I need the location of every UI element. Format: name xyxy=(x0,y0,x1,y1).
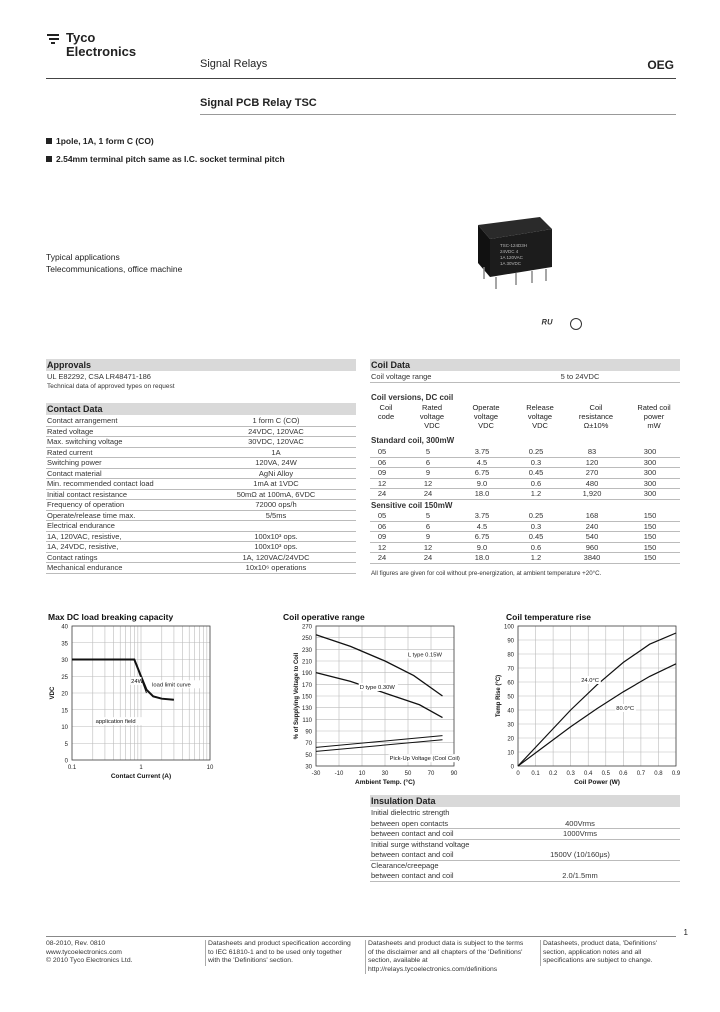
contact-data-title: Contact Data xyxy=(46,403,356,415)
coil-cell: 300 xyxy=(643,489,657,498)
x-tick-label: 10 xyxy=(358,771,366,777)
operative-range-chart xyxy=(278,622,468,788)
ul-cert-icon: ᴿᵁ xyxy=(541,318,553,330)
contact-data-key: Frequency of operation xyxy=(47,500,125,509)
footer-col-1: 08-2010, Rev. 0810 www.tycoelectronics.com © 2010 Tyco Electronics Ltd. xyxy=(46,940,133,964)
insulation-value: 400Vrms xyxy=(565,818,595,828)
insulation-key: between contact and coil xyxy=(371,829,454,838)
contact-data-row xyxy=(46,448,356,457)
coil-cell: 0.25 xyxy=(528,511,544,520)
chart-annotation: 80.0°C xyxy=(616,706,635,712)
x-tick-label: 0.2 xyxy=(548,771,558,777)
coil-cell: 240 xyxy=(585,521,599,531)
y-tick-label: 10 xyxy=(507,750,514,757)
coil-cell: 18.0 xyxy=(474,553,490,562)
contact-data-value: 100x10³ ops. xyxy=(254,531,298,541)
coil-cell: 4.5 xyxy=(476,521,488,531)
coil-cell: 83 xyxy=(587,447,597,456)
coil-cell: 9.0 xyxy=(476,478,488,488)
coil-cell: 24 xyxy=(423,489,433,498)
x-axis-label: Contact Current (A) xyxy=(110,773,172,780)
y-tick-label: 10 xyxy=(61,725,68,731)
footer-rule xyxy=(46,936,676,937)
coil-cell: 09 xyxy=(377,532,387,541)
brand-label: OEG xyxy=(647,58,674,72)
y-tick-label: 35 xyxy=(61,641,68,648)
y-tick-label: 30 xyxy=(305,764,312,771)
coil-cell: 6 xyxy=(425,457,431,467)
coil-cell: 06 xyxy=(377,521,387,531)
coil-cell: 0.45 xyxy=(528,532,544,541)
insulation-section xyxy=(370,795,680,885)
logo-line2: Electronics xyxy=(66,44,137,59)
coil-cell: 168 xyxy=(585,511,599,520)
standard-coil-row xyxy=(370,458,680,467)
coil-cell: 3.75 xyxy=(474,447,490,456)
y-tick-label: 15 xyxy=(61,708,68,715)
contact-data-key: Min. recommended contact load xyxy=(47,479,154,488)
x-axis-label: Ambient Temp. (°C) xyxy=(355,779,415,786)
standard-coil-row xyxy=(370,468,680,477)
sensitive-coil-row xyxy=(370,522,680,531)
x-tick-label: -10 xyxy=(334,771,344,777)
coil-cell: 300 xyxy=(643,447,657,456)
category-label: Signal Relays xyxy=(200,58,268,70)
sensitive-coil-row xyxy=(370,543,680,552)
coil-cell: 9.0 xyxy=(476,542,488,552)
sensitive-coil-row xyxy=(370,532,680,541)
y-tick-label: 5 xyxy=(64,741,68,748)
sensitive-coil-row xyxy=(370,511,680,520)
coil-cell: 960 xyxy=(585,542,599,552)
contact-data-key: Contact arrangement xyxy=(47,416,118,425)
y-tick-label: 70 xyxy=(507,666,514,673)
coil-cell: 06 xyxy=(377,457,387,467)
contact-data-key: Contact material xyxy=(47,468,102,478)
coil-cell: 05 xyxy=(377,511,387,520)
y-tick-label: 150 xyxy=(301,694,312,701)
y-tick-label: 60 xyxy=(507,680,514,687)
contact-data-row xyxy=(46,469,356,478)
contact-data-row xyxy=(46,416,356,425)
contact-data-value: 1 form C (CO) xyxy=(252,416,300,425)
sensitive-coil-row xyxy=(370,553,680,562)
y-axis-label: VDC xyxy=(50,686,56,700)
standard-coil-row xyxy=(370,447,680,456)
coil-cell: 1.2 xyxy=(530,489,542,498)
insulation-key: between contact and coil xyxy=(371,850,454,859)
y-tick-label: 0 xyxy=(510,764,514,771)
standard-coil-row xyxy=(370,489,680,498)
contact-data-value: 1mA at 1VDC xyxy=(253,479,299,488)
coil-cell: 5 xyxy=(425,447,431,456)
x-tick-label: 50 xyxy=(404,771,412,777)
coil-cell: 540 xyxy=(585,532,599,541)
contact-data-value: 50mΩ at 100mA, 6VDC xyxy=(236,489,316,499)
page-number: 1 xyxy=(683,928,688,937)
contact-data-row xyxy=(46,553,356,562)
x-tick-label: 1 xyxy=(139,765,143,771)
contact-data-value: 72000 ops/h xyxy=(255,500,297,509)
insulation-key: Initial surge withstand voltage xyxy=(371,839,470,849)
coil-cell: 3840 xyxy=(583,553,601,562)
chart-annotation: 24.0°C xyxy=(581,678,599,684)
chart-annotation: Pick-Up Voltage (Cool Coil) xyxy=(389,756,460,763)
coil-header-cell: Rated coil power mW xyxy=(637,403,671,430)
coil-cell: 0.45 xyxy=(528,468,544,477)
contact-data-key: Max. switching voltage xyxy=(47,437,123,446)
y-tick-label: 50 xyxy=(305,752,312,759)
chart-title-breaking-capacity: Max DC load breaking capacity xyxy=(48,612,174,622)
contact-data-key: Initial contact resistance xyxy=(47,489,128,499)
chart-annotation: D type 0.30W xyxy=(359,685,395,691)
coil-cell: 150 xyxy=(643,521,657,531)
contact-data-key: Operate/release time max. xyxy=(47,510,136,520)
series-line xyxy=(72,660,174,700)
insulation-key: between contact and coil xyxy=(371,871,454,880)
coil-table-header xyxy=(370,403,680,433)
y-tick-label: 190 xyxy=(301,671,312,678)
coil-cell: 24 xyxy=(377,489,387,498)
contact-data-value: 10x10⁶ operations xyxy=(245,563,307,572)
contact-data-key: 1A, 24VDC, resistive, xyxy=(47,542,119,551)
insulation-row xyxy=(370,871,680,880)
coil-cell: 150 xyxy=(643,553,657,562)
applications-text: Telecommunications, office machine xyxy=(46,264,183,274)
insulation-key: Initial dielectric strength xyxy=(371,808,450,817)
contact-data-row xyxy=(46,458,356,467)
footer-col-3: Datasheets and product data is subject to the terms of the disclaimer and all chapters of the 'Definitions' section, available at http://relays.tycoelectronics.com/definitions xyxy=(365,940,528,974)
y-axis-label: % of Supplying Voltage to Coil xyxy=(294,652,300,740)
x-tick-label: 0.4 xyxy=(584,771,593,777)
coil-cell: 9 xyxy=(425,532,431,541)
bullet-icon xyxy=(46,138,52,144)
x-tick-label: 0.5 xyxy=(601,771,610,777)
coil-cell: 12 xyxy=(377,542,387,552)
coil-cell: 300 xyxy=(643,478,657,488)
approvals-title: Approvals xyxy=(46,359,356,371)
sensitive-coil-title: Sensitive coil 150mW xyxy=(371,501,453,510)
left-spec-column xyxy=(46,359,356,581)
contact-data-row xyxy=(46,532,356,541)
y-tick-label: 230 xyxy=(301,647,312,654)
insulation-value: 1000Vrms xyxy=(563,829,597,838)
feature-item: 1pole, 1A, 1 form C (CO) xyxy=(46,136,285,148)
contact-data-key: Mechanical endurance xyxy=(47,563,123,572)
contact-data-key: Electrical endurance xyxy=(47,521,115,530)
logo xyxy=(46,30,156,70)
standard-coil-title: Standard coil, 300mW xyxy=(371,436,455,445)
y-tick-label: 20 xyxy=(507,736,514,743)
coil-cell: 3.75 xyxy=(474,511,490,520)
insulation-row xyxy=(370,861,680,870)
coil-cell: 6.75 xyxy=(474,468,490,477)
contact-data-value: 30VDC, 120VAC xyxy=(248,437,304,446)
coil-cell: 6.75 xyxy=(474,532,490,541)
coil-data-title: Coil Data xyxy=(370,359,680,371)
x-tick-label: 10 xyxy=(206,765,214,771)
coil-cell: 300 xyxy=(643,468,657,477)
coil-note: All figures are given for coil without pre-energization, at ambient temperature +20°C. xyxy=(371,570,602,577)
coil-header-cell: Release voltage VDC xyxy=(526,403,554,430)
coil-cell: 0.25 xyxy=(528,447,544,456)
coil-cell: 0.3 xyxy=(530,457,542,467)
contact-data-row xyxy=(46,437,356,446)
feature-list xyxy=(46,136,285,166)
contact-data-key: 1A, 120VAC, resistive, xyxy=(47,531,122,541)
coil-cell: 270 xyxy=(585,468,599,477)
coil-cell: 24 xyxy=(377,553,387,562)
x-tick-label: 0.3 xyxy=(566,771,575,777)
coil-cell: 1.2 xyxy=(530,553,542,562)
chart-annotation: load limit curve xyxy=(152,682,191,689)
x-tick-label: 0 xyxy=(516,771,520,777)
y-tick-label: 80 xyxy=(507,652,514,659)
y-tick-label: 100 xyxy=(503,624,514,631)
x-axis-label: Coil Power (W) xyxy=(574,779,620,786)
contact-data-value: 100x10³ ops. xyxy=(254,542,298,551)
title-rule xyxy=(200,114,676,115)
header-rule xyxy=(46,78,676,79)
y-tick-label: 170 xyxy=(301,682,312,689)
contact-data-value: 5/5ms xyxy=(265,510,287,520)
insulation-title: Insulation Data xyxy=(370,795,680,807)
coil-cell: 5 xyxy=(425,511,431,520)
y-tick-label: 210 xyxy=(301,659,312,666)
page-title: Signal PCB Relay TSC xyxy=(200,97,317,109)
coil-cell: 150 xyxy=(643,511,657,520)
contact-data-key: Contact ratings xyxy=(47,552,98,562)
insulation-row xyxy=(370,850,680,859)
x-tick-label: 0.8 xyxy=(654,771,663,777)
applications-label: Typical applications xyxy=(46,252,120,262)
standard-coil-row xyxy=(370,479,680,488)
contact-data-row xyxy=(46,511,356,520)
contact-data-row xyxy=(46,542,356,551)
coil-cell: 4.5 xyxy=(476,457,488,467)
x-tick-label: 0.1 xyxy=(531,771,540,777)
contact-data-row xyxy=(46,479,356,488)
tyco-logo-icon xyxy=(46,33,62,49)
insulation-row xyxy=(370,829,680,838)
feature-item: 2.54mm terminal pitch same as I.C. socket terminal pitch xyxy=(46,154,285,166)
y-tick-label: 20 xyxy=(61,691,68,698)
x-tick-label: 70 xyxy=(427,771,435,777)
coil-cell: 09 xyxy=(377,468,387,477)
coil-data-column xyxy=(370,359,680,581)
series-line xyxy=(518,633,676,766)
coil-cell: 6 xyxy=(425,521,431,531)
insulation-value: 2.0/1.5mm xyxy=(562,871,598,880)
coil-header-cell: Coil code xyxy=(377,403,395,421)
contact-data-row xyxy=(46,521,356,530)
coil-cell: 12 xyxy=(377,478,387,488)
coil-cell: 150 xyxy=(643,532,657,541)
coil-cell: 9 xyxy=(425,468,431,477)
coil-cell: 300 xyxy=(643,457,657,467)
chart-annotation: 24W xyxy=(131,678,144,685)
approvals-note: Technical data of approved types on request xyxy=(47,383,175,390)
insulation-key: between open contacts xyxy=(371,818,449,828)
coil-cell: 12 xyxy=(423,542,433,552)
coil-cell: 120 xyxy=(585,457,599,467)
logo-line1: Tyco xyxy=(66,30,96,45)
coil-cell: 1,920 xyxy=(582,489,602,498)
x-tick-label: 0.7 xyxy=(636,771,646,777)
contact-data-value: 1A xyxy=(271,447,281,457)
y-tick-label: 40 xyxy=(61,624,68,631)
coil-versions-title: Coil versions, DC coil xyxy=(371,393,454,402)
contact-data-value: AgNi Alloy xyxy=(258,468,294,478)
coil-cell: 12 xyxy=(423,478,433,488)
y-tick-label: 250 xyxy=(301,636,312,643)
approvals-line: UL E82292, CSA LR48471-186 xyxy=(47,372,151,381)
y-tick-label: 40 xyxy=(507,708,514,715)
contact-data-row xyxy=(46,563,356,572)
y-tick-label: 30 xyxy=(507,722,514,729)
footer-col-4: Datasheets, product data, 'Definitions' section, application notes and all specifications are subject to change. xyxy=(540,940,673,966)
contact-data-value: 1A, 120VAC/24VDC xyxy=(242,552,310,562)
contact-data-row xyxy=(46,490,356,499)
x-tick-label: -30 xyxy=(311,771,321,777)
insulation-row xyxy=(370,819,680,828)
x-tick-label: 0.9 xyxy=(671,771,681,777)
breaking-capacity-chart xyxy=(38,622,228,788)
coil-cell: 0.6 xyxy=(530,542,542,552)
y-tick-label: 90 xyxy=(305,729,312,736)
y-tick-label: 50 xyxy=(507,694,514,701)
x-tick-label: 0.6 xyxy=(619,771,628,777)
relay-marking-line: 24VDC 4 xyxy=(500,249,519,254)
footer-col-2: Datasheets and product specification according to IEC 61810-1 and to be used only together with the 'Definitions' section. xyxy=(205,940,353,966)
insulation-row xyxy=(370,840,680,849)
coil-cell: 18.0 xyxy=(474,489,490,498)
relay-product-image xyxy=(470,195,570,295)
chart-title-temperature-rise: Coil temperature rise xyxy=(506,612,592,622)
insulation-value: 1500V (10/160μs) xyxy=(550,850,610,859)
x-tick-label: 30 xyxy=(381,771,389,777)
contact-data-row xyxy=(46,427,356,436)
coil-cell: 05 xyxy=(377,447,387,456)
coil-header-cell: Operate voltage VDC xyxy=(472,403,500,430)
coil-cell: 0.3 xyxy=(530,521,542,531)
coil-cell: 24 xyxy=(423,553,433,562)
x-tick-label: 90 xyxy=(450,771,458,777)
y-tick-label: 90 xyxy=(507,638,514,645)
coil-cell: 480 xyxy=(585,478,599,488)
y-axis-label: Temp Rise (°C) xyxy=(496,674,502,718)
y-tick-label: 70 xyxy=(305,741,312,748)
temperature-rise-chart xyxy=(488,622,688,788)
csa-cert-icon xyxy=(570,318,582,330)
coil-cell: 150 xyxy=(643,542,657,552)
contact-data-value: 24VDC, 120VAC xyxy=(248,426,304,436)
contact-data-key: Rated voltage xyxy=(47,426,94,436)
y-tick-label: 25 xyxy=(61,674,68,681)
contact-data-row xyxy=(46,500,356,509)
relay-marking-line: 1A 120VAC xyxy=(500,255,523,260)
y-tick-label: 110 xyxy=(302,717,312,724)
y-tick-label: 270 xyxy=(301,624,312,631)
insulation-key: Clearance/creepage xyxy=(371,860,439,870)
relay-marking-line: 1A 30VDC xyxy=(500,261,522,266)
coil-header-cell: Coil resistance Ω±10% xyxy=(578,403,614,430)
bullet-icon xyxy=(46,156,52,162)
chart-annotation: L type 0.15W xyxy=(408,652,442,659)
contact-data-key: Switching power xyxy=(47,458,102,467)
series-line xyxy=(316,673,443,718)
coil-cell: 0.6 xyxy=(530,478,542,488)
y-tick-label: 30 xyxy=(61,658,68,664)
contact-data-value: 120VA, 24W xyxy=(255,458,297,467)
coil-voltage-range: Coil voltage range 5 to 24VDC xyxy=(371,372,600,381)
y-tick-label: 0 xyxy=(64,758,68,765)
y-tick-label: 130 xyxy=(301,706,312,713)
chart-title-operative-range: Coil operative range xyxy=(283,612,365,622)
chart-annotation: application field xyxy=(95,719,136,726)
coil-header-cell: Rated voltage VDC xyxy=(419,403,445,430)
x-tick-label: 0.1 xyxy=(67,765,77,771)
contact-data-key: Rated current xyxy=(47,447,93,457)
insulation-row xyxy=(370,808,680,817)
relay-marking-line: TSC-124D3H xyxy=(500,243,528,248)
